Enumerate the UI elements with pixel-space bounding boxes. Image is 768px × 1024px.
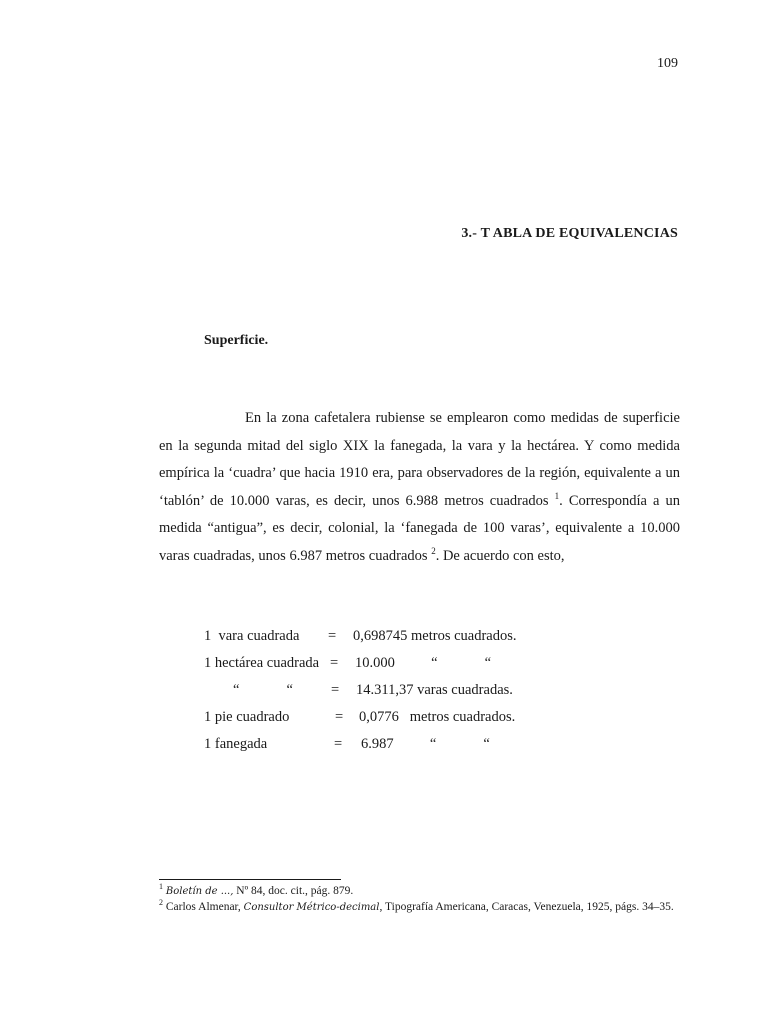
equivalence-unit: “ “ (233, 682, 293, 698)
footnote-number: 1 (159, 882, 163, 891)
equivalence-value: 0,0776 metros cuadrados. (359, 709, 516, 725)
footnote-source-title: Consultor Métrico-decimal (243, 901, 380, 913)
equals-sign: = (331, 682, 340, 698)
equivalence-unit: 1 vara cuadrada (204, 628, 300, 644)
page-number: 109 (657, 56, 678, 71)
section-title: 3.- T ABLA DE EQUIVALENCIAS (461, 226, 678, 241)
equivalence-unit: 1 fanegada (204, 736, 268, 752)
equivalence-value: 0,698745 metros cuadrados. (353, 628, 517, 644)
paragraph-text-3: . De acuerdo con esto, (435, 547, 565, 564)
equals-sign: = (334, 736, 343, 752)
footnote-ref-2[interactable]: 2 (431, 545, 436, 556)
footnote-1 (159, 884, 683, 900)
footnote-text: , Tipografía Americana, Caracas, Venezuela, 1925, págs. 34–35. (379, 900, 674, 913)
paragraph-text-2: . Correspondía a un medida “antigua”, es decir, colonial, la ‘fanegada de 100 varas’, equivalente a 10.000 varas cuadradas, unos 6.987 metros cuadrados (159, 492, 681, 564)
equivalence-unit: 1 pie cuadrado (204, 709, 290, 725)
paragraph-text-1: En la zona cafetalera rubiense se emplearon como medidas de superficie en la segunda mitad del siglo XIX la fanegada, la vara y la hectárea. Y como medida empírica la ‘cuadra’ que hacia 1910 era, para observadores de la región, equivalente a un ‘tablón’ de 10.000 varas, es decir, unos 6.988 metros cuadrados (159, 410, 680, 509)
equivalence-value: 14.311,37 varas cuadradas. (356, 682, 513, 698)
equivalence-value: 6.987 “ “ (361, 736, 490, 752)
footnote-divider (159, 879, 341, 880)
equivalence-unit: 1 hectárea cuadrada (204, 655, 320, 671)
equals-sign: = (328, 628, 337, 644)
equals-sign: = (335, 709, 344, 725)
equivalence-value: 10.000 “ “ (355, 655, 492, 671)
footnote-author: Carlos Almenar, (165, 900, 244, 913)
footnote-number: 2 (159, 897, 163, 907)
footnote-text: Nº 84, doc. cit., pág. 879. (233, 885, 354, 897)
footnote-ref-1[interactable]: 1 (554, 490, 560, 501)
subheading: Superficie. (204, 333, 269, 348)
footnotes (159, 884, 683, 915)
body-paragraph (159, 405, 680, 570)
equals-sign: = (330, 655, 339, 671)
footnote-source-title: Boletín de ..., (165, 886, 234, 897)
footnote-2 (159, 897, 683, 916)
